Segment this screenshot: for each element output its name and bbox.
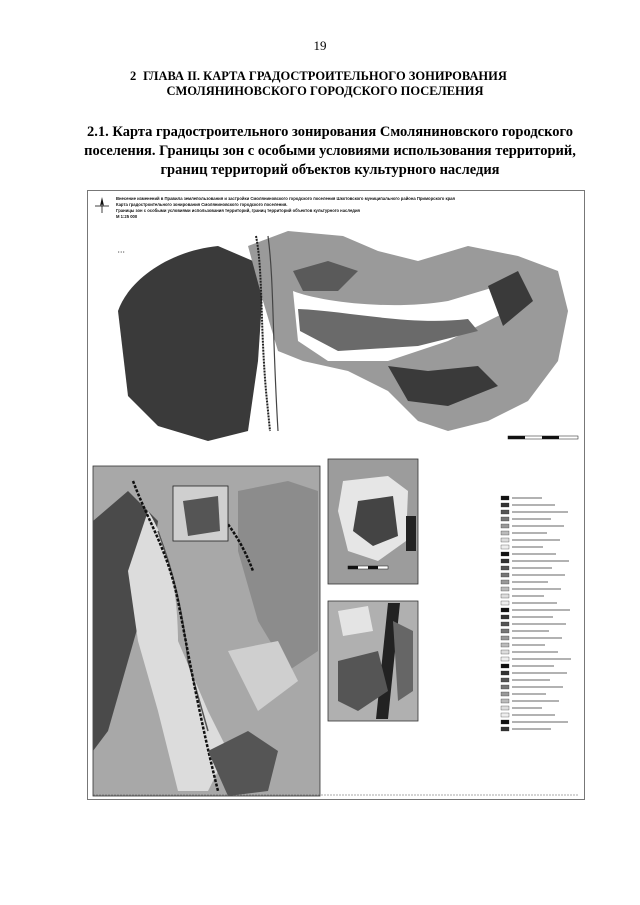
legend-swatch — [501, 629, 509, 633]
legend-swatch — [501, 510, 509, 514]
zoning-map-sheet — [87, 190, 585, 800]
legend-swatch — [501, 678, 509, 682]
page-number: 19 — [313, 38, 327, 53]
north-arrow-icon — [95, 197, 109, 213]
overview-map — [118, 231, 568, 441]
legend-swatch — [501, 720, 509, 724]
legend-swatch — [501, 692, 509, 696]
legend-swatch — [501, 643, 509, 647]
legend-swatch — [501, 552, 509, 556]
legend-swatch — [501, 685, 509, 689]
chapter-number: 2 — [130, 69, 137, 83]
legend-swatch — [501, 657, 509, 661]
legend-swatch — [501, 699, 509, 703]
chapter-title-line2: СМОЛЯНИНОВСКОГО ГОРОДСКОГО ПОСЕЛЕНИЯ — [166, 84, 484, 98]
section-title-line1: 2.1. Карта градостроительного зонирования Смоляниновского городского — [87, 124, 573, 140]
legend-swatch — [501, 727, 509, 731]
legend-swatch — [501, 559, 509, 563]
detail-map-main — [93, 466, 320, 796]
inset-map-bottom — [328, 601, 418, 721]
section-title-line2: поселения. Границы зон с особыми условиями использования территорий, — [84, 143, 576, 159]
legend-swatch — [501, 608, 509, 612]
legend-swatch — [501, 671, 509, 675]
legend-swatch — [501, 545, 509, 549]
legend-swatch — [501, 636, 509, 640]
legend-swatch — [501, 664, 509, 668]
zoning-map-graphic — [88, 191, 584, 799]
section-title-line3: границ территорий объектов культурного наследия — [160, 162, 500, 178]
legend-swatch — [501, 615, 509, 619]
legend-swatch — [501, 650, 509, 654]
legend-swatch — [501, 531, 509, 535]
legend-swatch — [501, 566, 509, 570]
legend-swatch — [501, 517, 509, 521]
legend-swatch — [501, 524, 509, 528]
legend-swatch — [501, 587, 509, 591]
svg-text:• • •: • • • — [118, 249, 125, 254]
legend-swatch — [501, 706, 509, 710]
legend-swatch — [501, 538, 509, 542]
map-header-line2: Карта градостроительного зонирования Смоляниновского городского поселения. — [116, 202, 288, 207]
section-heading — [70, 123, 590, 180]
legend-swatch — [501, 503, 509, 507]
legend-swatch — [501, 601, 509, 605]
legend-swatch — [501, 713, 509, 717]
map-header-line3: Границы зон с особыми условиями использования территорий, границ территорий объектов культурного наследия — [116, 208, 360, 213]
legend-swatch — [501, 580, 509, 584]
chapter-title-line1: ГЛАВА II. КАРТА ГРАДОСТРОИТЕЛЬНОГО ЗОНИРОВАНИЯ — [143, 69, 507, 83]
legend-swatch — [501, 573, 509, 577]
legend-swatch — [501, 622, 509, 626]
chapter-heading — [90, 69, 560, 99]
legend-swatch — [501, 594, 509, 598]
map-header-line4: М 1:25 000 — [116, 214, 138, 219]
legend-swatch — [501, 496, 509, 500]
inset-map-top — [328, 459, 418, 584]
map-header-line1: Внесение изменений в Правила землепользования и застройки Смоляниновского городского поселения Шкотовского муниципального района Приморского края — [116, 196, 455, 201]
map-legend — [498, 491, 580, 741]
scale-bar-upper — [508, 436, 578, 439]
